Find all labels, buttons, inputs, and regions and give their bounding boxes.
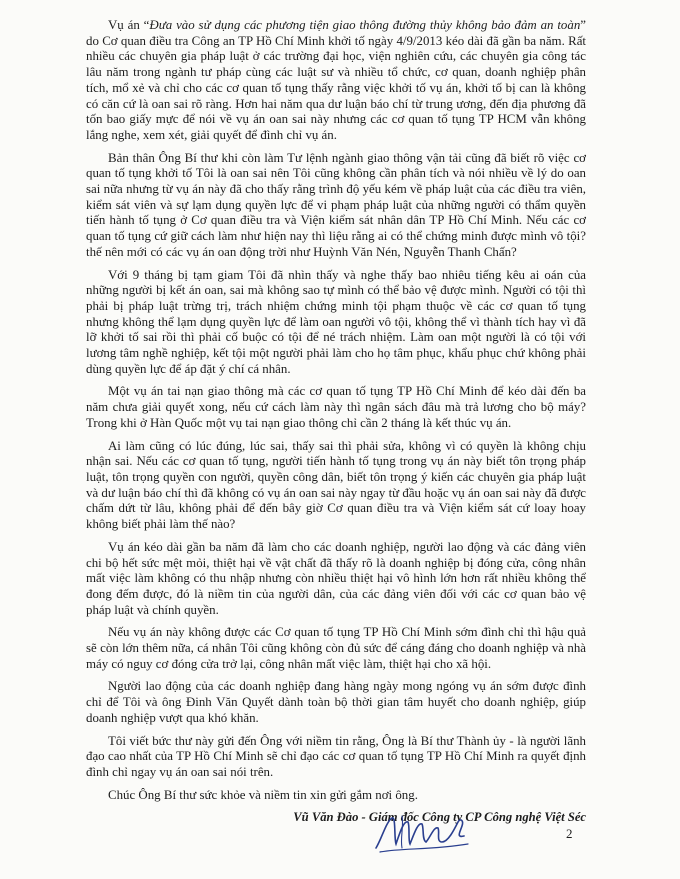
paragraph-2: Bản thân Ông Bí thư khi còn làm Tư lệnh ngành giao thông vận tải cũng đã biết rõ việc cơ quan tố tụng khởi tố Tôi là oan sai nên Tôi cũng không cần phân tích và nói nhiều về lý do oan sai nữa nhưng từ vụ án này đã cho thấy rằng trình độ yếu kém về pháp luật của các điều tra viên, kiểm sát viên và sự lạm dụng quyền lực để vi phạm pháp luật của những người có thẩm quyền tiến hành tố tụng ở Cơ quan điều tra và Viện kiểm sát nhân dân TP Hồ Chí Minh. Nếu các cơ quan tố tụng cứ giữ cách làm như hiện nay thì liệu rằng ai có thể chứng minh được mình vô tội? thế nên mới có các vụ án oan động trời như Huỳnh Văn Nén, Nguyễn Thanh Chấn? (86, 150, 586, 259)
paragraph-6: Vụ án kéo dài gần ba năm đã làm cho các doanh nghiệp, người lao động và các đảng viên chi bộ hết sức mệt mỏi, thiệt hại về vật chất đã thấy rõ là doanh nghiệp bị đóng cửa, công nhân mất việc làm không có thu nhập nhưng còn nhiều thiệt hại vô hình lớn hơn rất nhiều không thể đong đếm được, đó là niềm tin của người dân, của các đảng viên đối với các cơ quan bảo vệ pháp luật và chính quyền. (86, 539, 586, 617)
paragraph-4: Một vụ án tai nạn giao thông mà các cơ quan tố tụng TP Hồ Chí Minh để kéo dài đến ba năm chưa giải quyết xong, nếu cứ cách làm này thì ngân sách đâu mà trả lương cho bộ máy? Trong khi ở Hàn Quốc một vụ tai nạn giao thông chỉ cần 2 tháng là kết thúc vụ án. (86, 384, 586, 430)
page-number: 2 (566, 826, 573, 841)
handwritten-signature (372, 808, 482, 856)
paragraph-8: Người lao động của các doanh nghiệp đang hàng ngày mong ngóng vụ án sớm được đình chỉ để Tôi và ông Đinh Văn Quyết dành toàn bộ thời gian tâm huyết cho doanh nghiệp, giúp doanh nghiệp vượt qua khó khăn. (86, 679, 586, 725)
letter-body (86, 18, 586, 833)
paragraph-7: Nếu vụ án này không được các Cơ quan tố tụng TP Hồ Chí Minh sớm đình chỉ thì hậu quả sẽ còn lớn thêm nữa, cá nhân Tôi cũng không còn đủ sức để cáng đáng cho doanh nghiệp và nhà máy có nguy cơ đóng cửa trở lại, công nhân mất việc làm, thiệt hại cho xã hội. (86, 625, 586, 671)
paragraph-10: Chúc Ông Bí thư sức khỏe và niềm tin xin gửi gắm nơi ông. (108, 787, 418, 802)
paragraph-9: Tôi viết bức thư này gửi đến Ông với niềm tin rằng, Ông là Bí thư Thành ủy - là người lãnh đạo cao nhất của TP Hồ Chí Minh sẽ chỉ đạo các cơ quan tố tụng TP Hồ Chí Minh ra quyết định đình chỉ ngay vụ án oan sai nói trên. (86, 733, 586, 779)
signature-line: Vũ Văn Đào - Giám đốc Công ty CP Công nghệ Việt Séc (293, 810, 586, 825)
paragraph-3: Với 9 tháng bị tạm giam Tôi đã nhìn thấy và nghe thấy bao nhiêu tiếng kêu ai oán của những người bị kết án oan, sai mà không sao tự mình có thể bảo vệ được mình. Người có tội thì phải bị pháp luật trừng trị, trách nhiệm chứng minh tội phạm thuộc về các cơ quan tố tụng nhưng không thể lạm dụng quyền lực để làm oan người vô tội, không thể vì thành tích hay vì đã lỡ khởi tố sai rồi thì phải cố buộc có tội để né trách nhiệm. Làm oan một người là có tội với lương tâm nghề nghiệp, kết tội một người phải làm cho họ tâm phục, khẩu phục chứ không phải dùng quyền lực để áp đặt ý chí cá nhân. (86, 267, 586, 376)
paragraph-1: Vụ án “Đưa vào sử dụng các phương tiện giao thông đường thủy không bảo đảm an toàn” do Cơ quan điều tra Công an TP Hồ Chí Minh khởi tố ngày 4/9/2013 kéo dài đã gần ba năm. Rất nhiều các chuyên gia pháp luật ở các trường đại học, viện nghiên cứu, các chuyên gia công tác lâu năm trong ngành tư pháp cùng các luật sư và nhiều tổ chức, cơ quan, doanh nghiệp phân tích, mổ xẻ và chỉ cho các cơ quan tố tụng thấy rằng việc khởi tố vụ án, khởi tố bị can là không có căn cứ là oan sai rõ ràng. Hơn hai năm qua dư luận báo chí từ trung ương, đến địa phương đã tốn bao giấy mực để nói về vụ án oan sai này nhưng các cơ quan tố tụng TP HCM vẫn không lắng nghe, xem xét, giải quyết để đình chỉ vụ án. (86, 18, 586, 142)
paragraph-5: Ai làm cũng có lúc đúng, lúc sai, thấy sai thì phải sửa, không vì có quyền là không chịu nhận sai. Nếu các cơ quan tố tụng, người tiến hành tố tụng trong vụ án này biết tôn trọng pháp luật, tôn trọng quyền con người, quyền công dân, biết tôn trọng ý kiến các chuyên gia pháp luật và dư luận báo chí thì đã không có vụ án oan sai này ngay từ đầu hoặc vụ án oan sai này đã được chấm dứt từ lâu, không phải để đến bây giờ Cơ quan điều tra và Viện kiểm sát cứ loay hoay không biết phải làm thế nào? (86, 438, 586, 532)
case-name: Đưa vào sử dụng các phương tiện giao thông đường thủy không bảo đảm an toàn (149, 18, 581, 32)
